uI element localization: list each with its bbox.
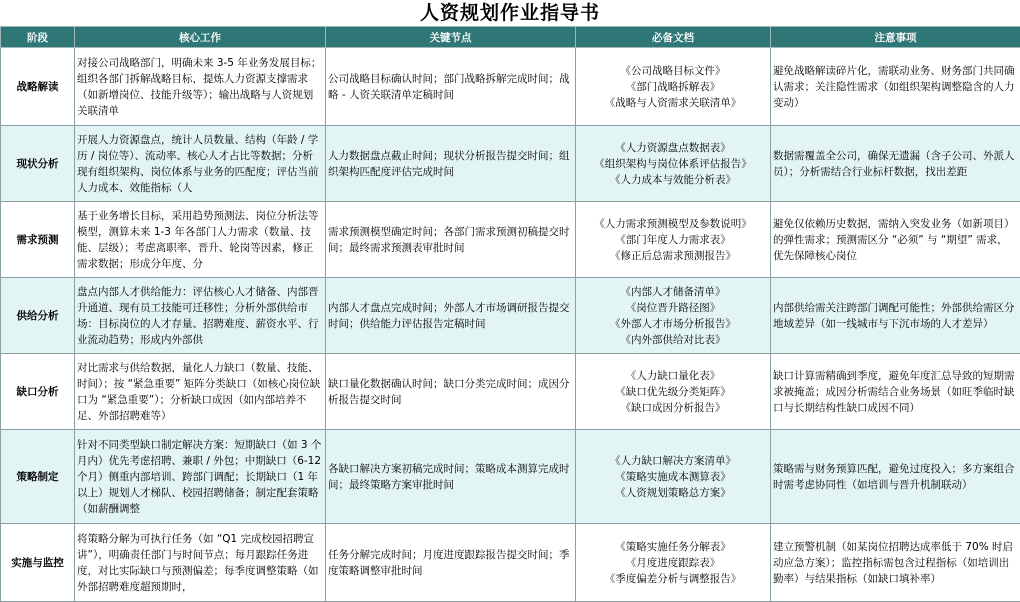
required-docs-cell (576, 202, 771, 278)
doc-item: 《缺口成因分析报告》 (578, 400, 768, 416)
core-work-cell (75, 524, 326, 602)
header-row (1, 27, 1020, 48)
notes-cell: 内部供给需关注跨部门调配可能性；外部供给需区分地域差异（如一线城市与下沉市场的人才差异） (771, 278, 1020, 354)
stage-cell: 现状分析 (1, 126, 75, 202)
core-work-cell (75, 278, 326, 354)
notes-cell: 策略需与财务预算匹配，避免过度投入；多方案组合时需考虑协同性（如培训与晋升机制联动） (771, 430, 1020, 524)
doc-item: 《公司战略目标文件》 (578, 63, 768, 79)
doc-item: 《内部人才储备清单》 (578, 284, 768, 300)
core-work-cell (75, 202, 326, 278)
core-work-cell (75, 354, 326, 430)
stage-cell: 策略制定 (1, 430, 75, 524)
header-stage: 阶段 (1, 27, 75, 48)
table-row (1, 524, 1020, 602)
required-docs-cell (576, 430, 771, 524)
core-work-cell (75, 48, 326, 126)
doc-item: 《内外部供给对比表》 (578, 332, 768, 348)
doc-item: 《人资规划策略总方案》 (578, 485, 768, 501)
table-row (1, 126, 1020, 202)
document-title: 人资规划作业指导书 (0, 0, 1020, 26)
doc-item: 《岗位晋升路径图》 (578, 300, 768, 316)
core-work-cell (75, 126, 326, 202)
required-docs-cell (576, 354, 771, 430)
key-nodes-cell: 缺口量化数据确认时间；缺口分类完成时间；成因分析报告提交时间 (326, 354, 576, 430)
doc-item: 《人力缺口量化表》 (578, 368, 768, 384)
doc-item: 《人力资源盘点数据表》 (578, 140, 768, 156)
stage-cell: 供给分析 (1, 278, 75, 354)
doc-item: 《组织架构与岗位体系评估报告》 (578, 156, 768, 172)
notes-cell: 避免仅依赖历史数据，需纳入突发业务（如新项目）的弹性需求；预测需区分 “必须” 与 “期望” 需求，优先保障核心岗位 (771, 202, 1020, 278)
required-docs-cell (576, 126, 771, 202)
key-nodes-cell: 公司战略目标确认时间；部门战略拆解完成时间；战略 - 人资关联清单定稿时间 (326, 48, 576, 126)
core-work-text: 盘点内部人才供给能力：评估核心人才储备、内部晋升通道、现有员工技能可迁移性；分析外部供给市场：目标岗位的人才存量、招聘难度、薪资水平、行业流动趋势；形成内外部供 (77, 284, 323, 348)
stage-cell: 缺口分析 (1, 354, 75, 430)
doc-item: 《人力缺口解决方案清单》 (578, 453, 768, 469)
doc-item: 《部门年度人力需求表》 (578, 232, 768, 248)
stage-cell: 实施与监控 (1, 524, 75, 602)
required-docs-cell (576, 278, 771, 354)
notes-cell: 数据需覆盖全公司，确保无遗漏（含子公司、外派人员）；分析需结合行业标杆数据，找出差距 (771, 126, 1020, 202)
core-work-text: 开展人力资源盘点，统计人员数量、结构（年龄 / 学历 / 岗位等）、流动率、核心人才占比等数据；分析现有组织架构、岗位体系与业务的匹配度；评估当前人力成本、效能指标（人 (77, 132, 323, 196)
header-key-nodes: 关键节点 (326, 27, 576, 48)
doc-item: 《修正后总需求预测报告》 (578, 248, 768, 264)
header-core-work: 核心工作 (75, 27, 326, 48)
core-work-text: 将策略分解为可执行任务（如 “Q1 完成校园招聘宣讲”），明确责任部门与时间节点；每月跟踪任务进度，对比实际缺口与预测偏差；每季度调整策略（如外部招聘难度超预期时， (77, 531, 323, 595)
doc-item: 《季度偏差分析与调整报告》 (578, 571, 768, 587)
doc-item: 《战略与人资需求关联清单》 (578, 95, 768, 111)
key-nodes-cell: 内部人才盘点完成时间；外部人才市场调研报告提交时间；供给能力评估报告定稿时间 (326, 278, 576, 354)
doc-item: 《月度进度跟踪表》 (578, 555, 768, 571)
table-row (1, 278, 1020, 354)
doc-item: 《人力需求预测模型及参数说明》 (578, 216, 768, 232)
required-docs-cell (576, 524, 771, 602)
key-nodes-cell: 各缺口解决方案初稿完成时间；策略成本测算完成时间；最终策略方案审批时间 (326, 430, 576, 524)
core-work-text: 针对不同类型缺口制定解决方案：短期缺口（如 3 个月内）优先考虑招聘、兼职 / 外包；中期缺口（6-12 个月）侧重内部培训、跨部门调配；长期缺口（1 年以上）规划人才梯队、校园招聘储备；制定配套策略（如薪酬调整 (77, 437, 323, 517)
core-work-text: 基于业务增长目标，采用趋势预测法、岗位分析法等模型，测算未来 1-3 年各部门人力需求（数量、技能、层级）；考虑离职率、晋升、轮岗等因素，修正需求数据；形成分年度、分 (77, 208, 323, 272)
doc-item: 《策略实施任务分解表》 (578, 539, 768, 555)
core-work-text: 对比需求与供给数据，量化人力缺口（数量、技能、时间）；按 “紧急重要” 矩阵分类缺口（如核心岗位缺口为 “紧急重要”）；分析缺口成因（如内部培养不足、外部招聘难等） (77, 360, 323, 424)
stage-cell: 战略解读 (1, 48, 75, 126)
required-docs-cell (576, 48, 771, 126)
header-notes: 注意事项 (771, 27, 1020, 48)
notes-cell: 缺口计算需精确到季度，避免年度汇总导致的短期需求被掩盖；成因分析需结合业务场景（如旺季临时缺口与长期结构性缺口成因不同） (771, 354, 1020, 430)
table-row (1, 430, 1020, 524)
key-nodes-cell: 任务分解完成时间；月度进度跟踪报告提交时间；季度策略调整审批时间 (326, 524, 576, 602)
doc-item: 《策略实施成本测算表》 (578, 469, 768, 485)
table-row (1, 354, 1020, 430)
notes-cell: 建立预警机制（如某岗位招聘达成率低于 70% 时启动应急方案）；监控指标需包含过程指标（如培训出勤率）与结果指标（如缺口填补率） (771, 524, 1020, 602)
key-nodes-cell: 需求预测模型确定时间；各部门需求预测初稿提交时间；最终需求预测表审批时间 (326, 202, 576, 278)
core-work-cell (75, 430, 326, 524)
guide-table (0, 26, 1020, 602)
table-row (1, 48, 1020, 126)
header-required-docs: 必备文档 (576, 27, 771, 48)
doc-item: 《部门战略拆解表》 (578, 79, 768, 95)
doc-item: 《人力成本与效能分析表》 (578, 172, 768, 188)
stage-cell: 需求预测 (1, 202, 75, 278)
core-work-text: 对接公司战略部门，明确未来 3-5 年业务发展目标；组织各部门拆解战略目标，提炼人力资源支撑需求（如新增岗位、技能升级等）；输出战略与人资规划关联清单 (77, 55, 323, 119)
doc-item: 《缺口优先级分类矩阵》 (578, 384, 768, 400)
table-row (1, 202, 1020, 278)
key-nodes-cell: 人力数据盘点截止时间；现状分析报告提交时间；组织架构匹配度评估完成时间 (326, 126, 576, 202)
doc-item: 《外部人才市场分析报告》 (578, 316, 768, 332)
notes-cell: 避免战略解读碎片化，需联动业务、财务部门共同确认需求；关注隐性需求（如组织架构调整隐含的人力变动） (771, 48, 1020, 126)
